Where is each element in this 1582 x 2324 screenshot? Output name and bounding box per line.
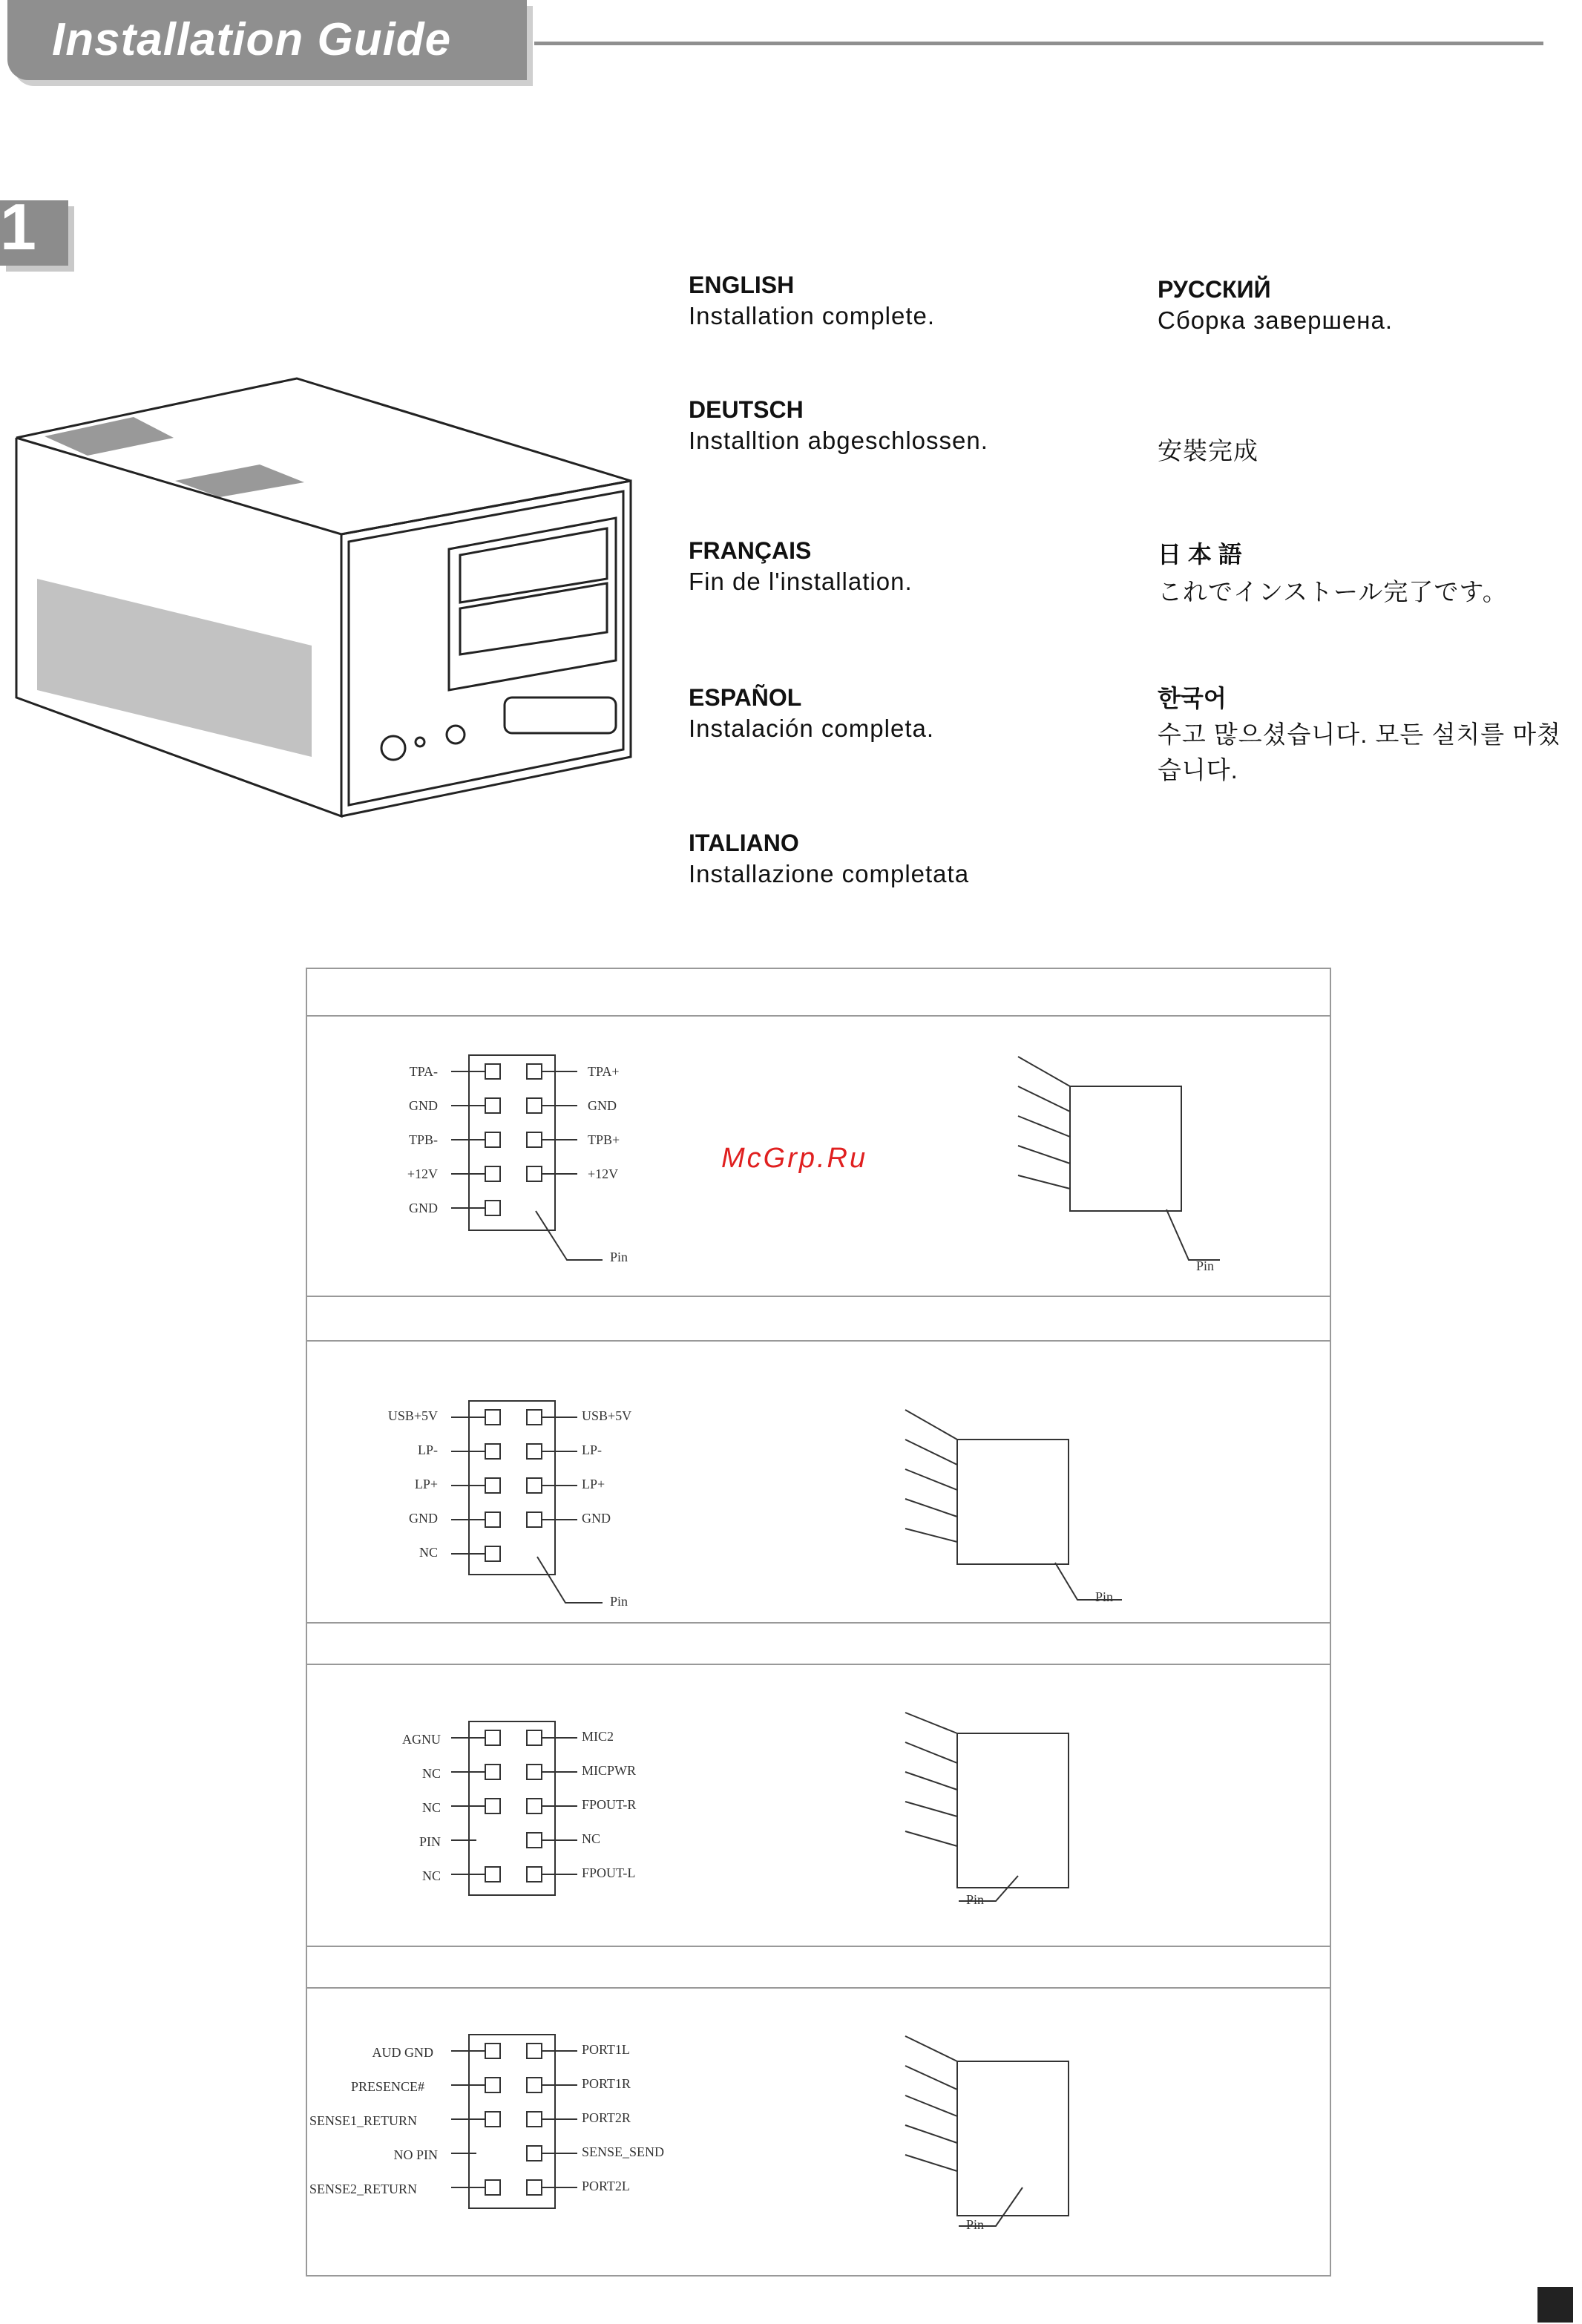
pin-label: Pin xyxy=(1196,1258,1215,1273)
watermark: McGrp.Ru xyxy=(721,1143,868,1174)
pin-label: GND xyxy=(409,1201,438,1215)
lang-korean xyxy=(1158,680,1573,788)
lang-text: Installtion abgeschlossen. xyxy=(689,427,988,454)
pin-label: NC xyxy=(421,1800,441,1815)
pin-label: SENSE_SEND xyxy=(582,2144,665,2159)
pin-label: PIN xyxy=(419,1834,441,1849)
pin-label: +12V xyxy=(407,1166,438,1181)
pin-label: FPOUT-R xyxy=(582,1797,637,1812)
pin-label: PORT2L xyxy=(582,2179,630,2193)
case-illustration xyxy=(0,356,653,831)
section-divider xyxy=(306,1946,1330,1947)
lang-text: これでインストール完了です。 xyxy=(1158,578,1508,605)
lang-text: Fin de l'installation. xyxy=(689,568,913,595)
lang-spanish xyxy=(689,684,934,743)
lang-german xyxy=(689,396,988,455)
pin-label: LP- xyxy=(418,1442,438,1457)
pin-label: USB+5V xyxy=(582,1408,632,1423)
lang-russian xyxy=(1158,276,1393,335)
pin-label: Pin xyxy=(966,2217,985,2232)
pin-label: LP+ xyxy=(414,1477,438,1491)
pin-label: AGNU xyxy=(402,1732,441,1747)
ac97-pinout xyxy=(306,1664,1330,1946)
pin-label: MICPWR xyxy=(582,1763,637,1778)
lang-name: ESPAÑOL xyxy=(689,684,802,711)
lang-name: DEUTSCH xyxy=(689,396,804,423)
lang-text: Instalación completa. xyxy=(689,715,935,742)
pin-label: USB+5V xyxy=(387,1408,438,1423)
lang-english xyxy=(689,272,935,330)
pin-label: PORT1R xyxy=(582,2076,631,2091)
pin-label: PORT2R xyxy=(582,2110,631,2125)
pin-label: NC xyxy=(419,1545,438,1560)
pin-label: MIC2 xyxy=(582,1729,614,1744)
pin-label: PORT1L xyxy=(582,2042,630,2057)
lang-italian xyxy=(689,830,969,888)
pin-label: GND xyxy=(409,1511,438,1526)
pin-label: NC xyxy=(582,1831,601,1846)
pin-label: NO PIN xyxy=(393,2147,438,2162)
pin-label: NC xyxy=(421,1766,441,1781)
pin-label: AUD GND xyxy=(372,2045,433,2060)
lang-japanese xyxy=(1158,536,1508,608)
pin-label: +12V xyxy=(588,1166,619,1181)
lang-text: 安裝完成 xyxy=(1158,437,1258,465)
pin-label: Pin xyxy=(966,1892,985,1907)
lang-name: РУССКИЙ xyxy=(1158,276,1271,303)
pin-label: TPA+ xyxy=(588,1064,620,1079)
hda-pinout xyxy=(306,1987,1330,2269)
lang-name: ENGLISH xyxy=(689,272,795,298)
lang-text: Installation complete. xyxy=(689,302,936,329)
pin-label: GND xyxy=(582,1511,611,1526)
page-corner-marker xyxy=(1537,2287,1573,2323)
section-divider xyxy=(306,1622,1330,1624)
lang-chinese xyxy=(1158,429,1258,467)
usb-pinout xyxy=(306,1340,1330,1622)
pin-label: Pin xyxy=(610,1250,628,1264)
pin-label: GND xyxy=(588,1098,617,1113)
header-rule xyxy=(534,42,1543,45)
step-number: 1 xyxy=(0,190,36,263)
page-title: Installation Guide xyxy=(52,14,452,65)
pin-label: SENSE1_RETURN xyxy=(309,2113,417,2128)
lang-name: 한국어 xyxy=(1158,685,1227,712)
pin-label: Pin xyxy=(1095,1589,1114,1604)
pin-label: TPB- xyxy=(408,1132,438,1147)
pin-label: LP- xyxy=(582,1442,602,1457)
firewire-pinout xyxy=(306,1015,1330,1297)
pin-label: TPA- xyxy=(409,1064,438,1079)
lang-name: 日 本 語 xyxy=(1158,541,1242,568)
pin-label: SENSE2_RETURN xyxy=(309,2182,417,2196)
lang-text: Сборка завершена. xyxy=(1158,306,1394,334)
lang-french xyxy=(689,537,913,596)
lang-text: Installazione completata xyxy=(689,860,970,887)
pin-label: FPOUT-L xyxy=(582,1865,636,1880)
pin-label: NC xyxy=(421,1868,441,1883)
lang-name: ITALIANO xyxy=(689,830,799,856)
lang-text: 수고 많으셨습니다. 모든 설치를 마쳤습니다. xyxy=(1158,720,1562,784)
pin-label: LP+ xyxy=(582,1477,605,1491)
pin-label: TPB+ xyxy=(588,1132,620,1147)
pin-label: GND xyxy=(409,1098,438,1113)
lang-name: FRANÇAIS xyxy=(689,537,812,564)
pin-label: Pin xyxy=(610,1594,628,1609)
pin-label: PRESENCE# xyxy=(350,2079,424,2094)
